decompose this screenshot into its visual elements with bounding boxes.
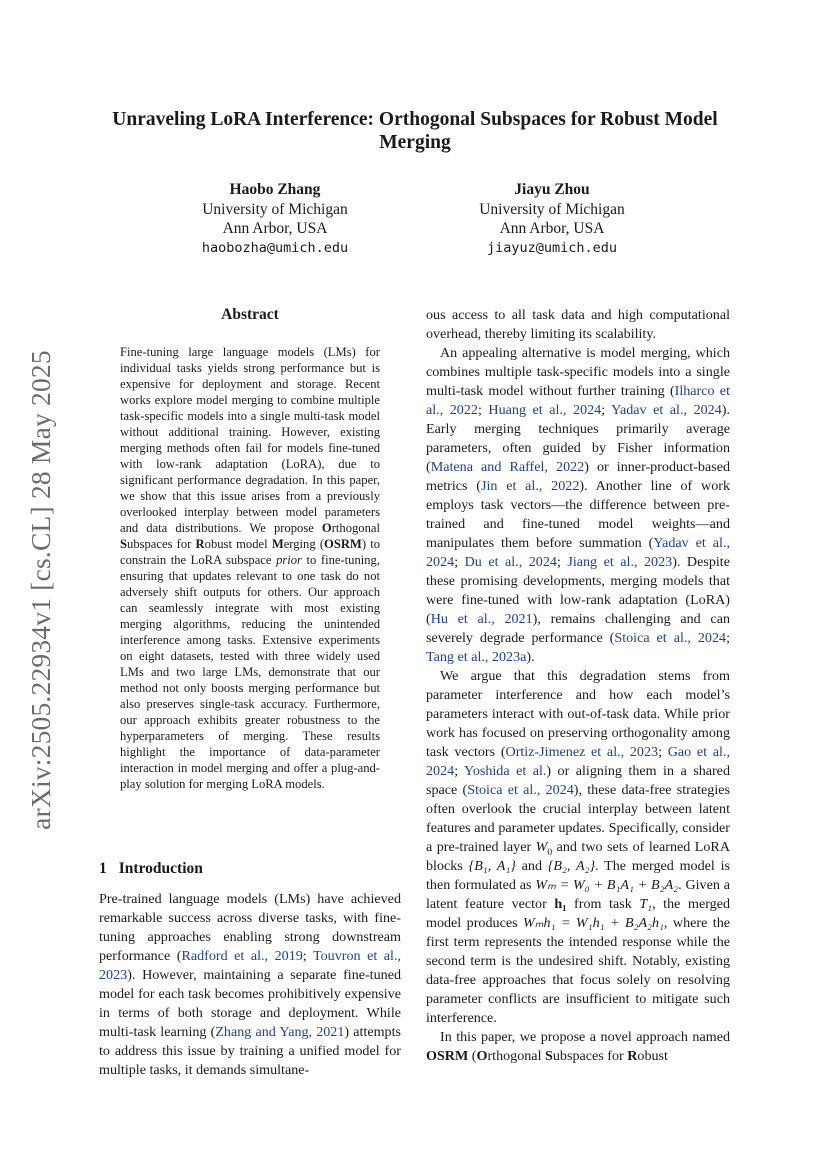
math-symbol: W — [535, 839, 548, 855]
author-affiliation: University of Michigan — [479, 200, 625, 218]
paragraph: Pre-trained language models (LMs) have achieved remarkable success across diverse tasks, with fine-tuning approaches enabling strong downstream performance (Radford et al., 2019; Touvron et al., 2023). However, maintaining a separate fine-tuned model for each task becomes prohibitively expensive in terms of both storage and deployment. While multi-task learning (Zhang and Yang, 2021) attempts to address this issue by training a unified model for multiple tasks, it demands simultane- — [99, 891, 402, 1078]
paragraph: ous access to all task data and high computational overhead, thereby limiting its scalability. — [426, 307, 730, 342]
math-equation: Wₘ = W₀ + B₁A₁ + B₂A₂ — [535, 877, 679, 893]
paragraph: In this paper, we propose a novel approach named OSRM (Orthogonal Subspaces for Robust — [426, 1029, 730, 1064]
citation-link[interactable]: Huang et al., 2024 — [488, 402, 602, 418]
citation-link[interactable]: Matena and Raffel, 2022 — [430, 459, 585, 475]
author-block — [442, 180, 662, 258]
citation-link[interactable]: Yoshida et al. — [464, 763, 547, 779]
abstract-heading: Abstract — [221, 306, 279, 323]
author-name: Jiayu Zhou — [514, 181, 590, 198]
abstract-text: Fine-tuning large language models (LMs) for individual tasks yields strong performance but is expensive for deployment and storage. Recent works explore model merging to combine multiple task-specific models into a single multi-task model without additional training. However, existing merging methods often fail for models fine-tuned with low-rank adaptation (LoRA), due to significant performance degradation. In this paper, we show that this issue arises from a previously overlooked interplay between model parameters and data distributions. We propose Orthogonal Subspaces for Robust model Merging (OSRM) to constrain the LoRA subspace prior to fine-tuning, ensuring that updates relevant to one task do not adversely shift outputs for others. Our approach can seamlessly integrate with most existing merging algorithms, reducing the unintended interference among tasks. Extensive experiments on eight datasets, tested with three widely used LMs and two large LMs, demonstrate that our method not only boosts merging performance but also preserves single-task accuracy. Furthermore, our approach exhibits greater robustness to the hyperparameters of merging. These results highlight the importance of data-parameter interaction in model merging and offer a plug-and-play solution for merging LoRA models. — [120, 345, 380, 791]
paragraph: An appealing alternative is model merging, which combines multiple task-specific models into a single multi-task model without further training (Ilharco et al., 2022; Huang et al., 2024; Yadav et al., 2024). Early merging techniques primarily average parameters, often guided by Fisher information (Matena and Raffel, 2022) or inner-product-based metrics (Jin et al., 2022). Another line of work employs task vectors—the difference between pre-trained and fine-tuned model weights—and manipulates them before summation (Yadav et al., 2024; Du et al., 2024; Jiang et al., 2023). Despite these promising developments, merging models that were fine-tuned with low-rank adaptation (LoRA) (Hu et al., 2021), remains challenging and can severely degrade performance (Stoica et al., 2024; Tang et al., 2023a). — [426, 345, 731, 665]
citation-link[interactable]: Ilharco et al., 2022 — [426, 383, 730, 418]
paper-title: Unraveling LoRA Interference: Orthogonal Subspaces for Robust Model Merging — [112, 109, 718, 153]
author-block — [165, 180, 385, 258]
citation-link[interactable]: Yadav et al., 2024 — [611, 402, 722, 418]
citation-link[interactable]: Zhang and Yang, 2021 — [215, 1024, 345, 1040]
author-location: Ann Arbor, USA — [222, 220, 328, 237]
arxiv-identifier — [18, 340, 64, 840]
citation-link[interactable]: Stoica et al., 2024 — [614, 630, 727, 646]
section-heading — [99, 860, 203, 878]
citation-link[interactable]: Jin et al., 2022 — [480, 478, 580, 494]
citation-link[interactable]: Gao et al., 2024 — [426, 744, 730, 779]
section-title: Introduction — [118, 860, 203, 877]
math-equation: Wₘh₁ = W₁h₁ + B₂A₂h₁ — [523, 915, 664, 931]
author-affiliation: University of Michigan — [202, 200, 348, 218]
citation-link[interactable]: Touvron et al., 2023 — [99, 948, 402, 983]
math-symbol: T₁ — [639, 896, 653, 912]
citation-link[interactable]: Jiang et al., 2023 — [567, 554, 673, 570]
citation-link[interactable]: Ortiz-Jimenez et al., 2023 — [505, 744, 659, 760]
citation-link[interactable]: Du et al., 2024 — [464, 554, 557, 570]
citation-link[interactable]: Radford et al., 2019 — [181, 948, 303, 964]
citation-link[interactable]: Yadav et al., 2024 — [426, 535, 730, 570]
citation-link[interactable]: Tang et al., 2023a — [426, 649, 527, 665]
math-vector: h₁ — [554, 896, 567, 912]
author-email[interactable]: haobozha@umich.edu — [201, 239, 349, 256]
math-set: {B₁, A₁} — [468, 858, 516, 874]
citation-link[interactable]: Stoica et al., 2024 — [467, 782, 574, 798]
math-set: {B₂, A₂} — [547, 858, 596, 874]
author-email[interactable]: jiayuz@umich.edu — [486, 239, 618, 256]
intro-right-column — [426, 306, 730, 1066]
section-number: 1 — [99, 860, 107, 877]
paragraph: We argue that this degradation stems from parameter interference and how each model’s parameters interact with out-of-task data. While prior work has focused on preserving orthogonality among task vectors (Ortiz-Jimenez et al., 2023; Gao et al., 2024; Yoshida et al.) or aligning them in a shared space (Stoica et al., 2024), these data-free strategies often overlook the crucial interplay between latent features and parameter updates. Specifically, consider a pre-trained layer $W_0$ and two sets of learned LoRA blocks {B₁, A₁} and {B₂, A₂}. The merged model is then formulated as Wₘ = W₀ + B₁A₁ + B₂A₂. Given a latent feature vector h₁ from task T₁, the merged model produces Wₘh₁ = W₁h₁ + B₂A₂h₁, where the first term represents the intended response while the second term is the undesired shift. Notably, existing data-free approaches that focus solely on resolving parameter conflicts are insufficient to mitigate such interference. — [426, 668, 731, 1026]
intro-left-column — [99, 890, 401, 1080]
arxiv-id-text: arXiv:2505.22934v1 [cs.CL] 28 May 2025 — [25, 350, 56, 830]
citation-link[interactable]: Hu et al., 2021 — [430, 611, 533, 627]
author-name: Haobo Zhang — [229, 181, 321, 198]
author-location: Ann Arbor, USA — [499, 220, 605, 237]
